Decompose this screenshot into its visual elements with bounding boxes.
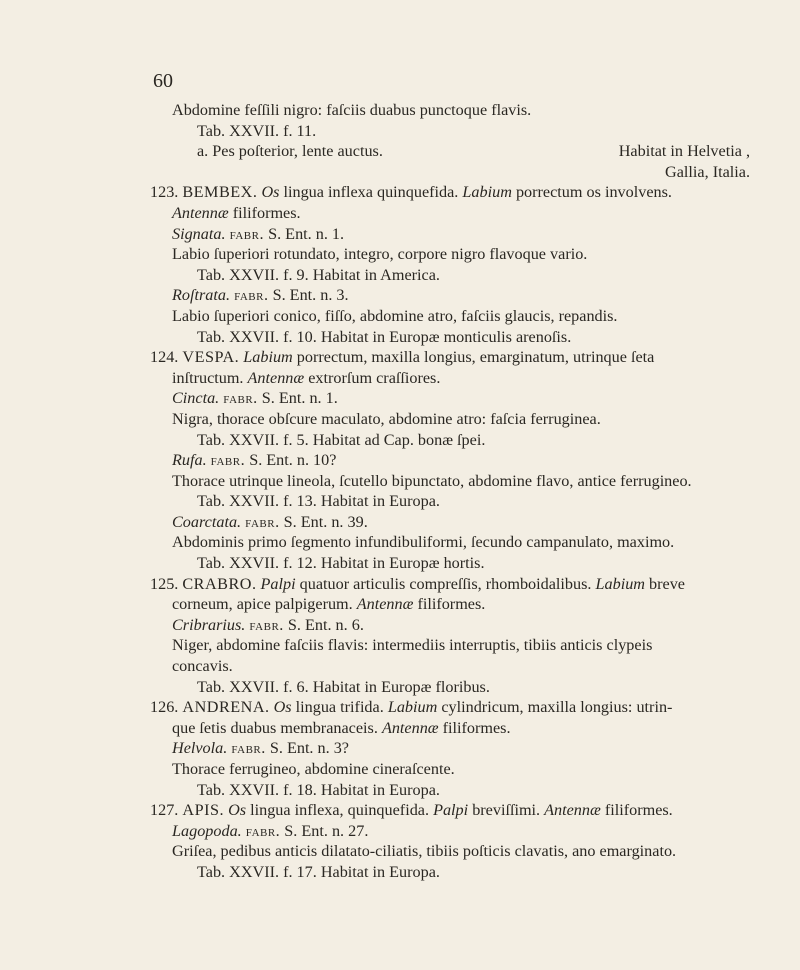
text-run: Labio ſuperiori conico, fiſſo, abdomine atro, faſciis glaucis, repandis. xyxy=(172,306,618,325)
text-run: porrectum, maxilla longius, emarginatum, utrinque ſeta xyxy=(292,348,655,367)
text-line xyxy=(150,718,760,739)
text-run: Cincta. xyxy=(172,389,220,408)
text-run: Abdomine feſſili nigro: faſciis duabus punctoque flavis. xyxy=(172,101,532,119)
text-run: S. Ent. n. 27. xyxy=(280,821,369,840)
line-content xyxy=(172,822,368,840)
text-line xyxy=(150,224,760,245)
text-run: fabr. xyxy=(223,389,258,408)
text-run: CRABRO. xyxy=(182,574,257,593)
text-run: fabr. xyxy=(234,286,269,305)
text-run: que ſetis duabus membranaceis. xyxy=(172,718,382,737)
line-content xyxy=(172,719,511,737)
text-run: breviſſimi. xyxy=(468,801,545,820)
text-run: Tab. XXVII. f. 11. xyxy=(197,121,317,140)
text-line xyxy=(150,244,760,265)
page-number: 60 xyxy=(153,70,173,92)
text-run: corneum, apice palpigerum. xyxy=(172,595,357,614)
text-run: Antennæ xyxy=(247,368,305,387)
text-run: fabr. xyxy=(231,739,266,758)
text-run: Antennæ xyxy=(544,801,601,820)
text-run: Antennæ xyxy=(381,718,439,737)
text-run: S. Ent. n. 1. xyxy=(264,224,345,243)
text-run: cylindricum, maxilla longius: utrin- xyxy=(437,698,673,717)
text-run: Thorace utrinque lineola, ſcutello bipunctato, abdomine flavo, antice ferrugineo. xyxy=(172,471,692,490)
text-line xyxy=(150,491,760,512)
text-run: filiformes. xyxy=(413,595,486,614)
line-content xyxy=(172,760,455,778)
text-run: Tab. XXVII. f. 5. Habitat ad Cap. bonæ ſpei. xyxy=(197,430,486,449)
line-content xyxy=(197,781,440,799)
text-run: S. Ent. n. 39. xyxy=(279,512,368,531)
line-content xyxy=(197,431,485,449)
text-line xyxy=(150,409,760,430)
text-run: Roſtrata. xyxy=(172,286,231,305)
text-run: Tab. XXVII. f. 12. Habitat in Europæ hortis. xyxy=(197,554,485,573)
text-line xyxy=(150,450,760,471)
text-run: Thorace ferrugineo, abdomine cineraſcente. xyxy=(172,760,455,778)
line-content xyxy=(172,533,674,551)
text-run: Abdominis primo ſegmento infundibuliformi, ſecundo campanulato, maximo. xyxy=(172,533,675,552)
text-run: Signata. xyxy=(172,224,226,243)
text-run: Nigra, thorace obſcure maculato, abdomine atro: faſcia ferruginea. xyxy=(172,409,601,428)
text-line xyxy=(150,347,760,368)
line-content xyxy=(172,616,364,634)
line-content xyxy=(172,472,692,490)
text-run: Lagopoda. xyxy=(172,821,242,840)
text-run: Tab. XXVII. f. 6. Habitat in Europæ floribus. xyxy=(197,677,490,696)
line-content xyxy=(197,554,485,572)
text-line xyxy=(150,265,760,286)
line-content xyxy=(197,678,490,696)
text-run: lingua inflexa quinquefida. xyxy=(279,183,463,202)
line-content xyxy=(172,245,587,263)
text-run: 127. xyxy=(150,801,183,820)
text-line xyxy=(150,532,760,553)
text-run: Tab. XXVII. f. 9. Habitat in America. xyxy=(197,265,440,284)
text-run: Gallia, Italia. xyxy=(665,162,750,181)
text-run: Labium xyxy=(387,698,438,717)
text-line xyxy=(150,594,760,615)
line-content xyxy=(197,328,571,346)
text-run: Rufa. xyxy=(172,451,207,470)
text-run: Labium xyxy=(462,183,512,202)
text-run: Labio ſuperiori rotundato, integro, corpore nigro flavoque vario. xyxy=(172,245,588,264)
text-run: Helvola. xyxy=(172,739,228,758)
text-line xyxy=(150,368,760,389)
line-content xyxy=(150,183,672,201)
line-content xyxy=(172,451,336,469)
text-run: breve xyxy=(644,574,685,593)
text-line xyxy=(150,841,760,862)
line-content xyxy=(172,307,617,325)
text-run: BEMBEX. xyxy=(182,183,258,202)
text-line xyxy=(150,759,760,780)
text-line xyxy=(150,800,760,821)
line-content xyxy=(172,636,652,654)
text-line xyxy=(150,677,760,698)
text-line xyxy=(150,388,760,409)
text-run: Antennæ xyxy=(356,595,414,614)
text-run: Coarctata. xyxy=(172,512,242,531)
line-content xyxy=(172,101,531,119)
text-run: fabr. xyxy=(210,451,246,470)
text-run: filiformes. xyxy=(600,801,673,820)
text-line xyxy=(150,430,760,451)
text-run: Os xyxy=(273,698,292,717)
text-run: lingua trifida. xyxy=(291,698,388,717)
line-content xyxy=(197,266,440,284)
line-content xyxy=(665,163,750,181)
line-content xyxy=(150,575,685,593)
line-content xyxy=(172,369,440,387)
text-line xyxy=(150,471,760,492)
text-line xyxy=(150,182,760,203)
text-run: S. Ent. n. 3. xyxy=(268,286,349,305)
text-run: 124. xyxy=(150,348,183,367)
text-run: fabr. xyxy=(245,821,281,840)
line-content xyxy=(172,595,485,613)
text-line xyxy=(150,862,760,883)
text-line xyxy=(150,121,760,142)
line-content xyxy=(197,141,383,162)
line-content xyxy=(197,863,440,881)
line-content xyxy=(172,389,338,407)
text-line xyxy=(150,306,760,327)
text-run: Tab. XXVII. f. 18. Habitat in Europa. xyxy=(197,780,440,799)
text-line xyxy=(150,285,760,306)
text-run: Palpi xyxy=(433,801,469,820)
text-run: quatuor articulis compreſſis, rhomboidalibus. xyxy=(295,574,596,593)
text-run: S. Ent. n. 6. xyxy=(283,615,364,634)
text-run: Os xyxy=(261,183,280,202)
text-run: Tab. XXVII. f. 17. Habitat in Europa. xyxy=(197,862,440,881)
line-content xyxy=(172,513,368,531)
line-content xyxy=(197,492,440,510)
text-run: VESPA. xyxy=(182,348,240,367)
line-content xyxy=(172,410,601,428)
text-line xyxy=(150,574,760,595)
text-line xyxy=(150,162,760,183)
text-run: a. Pes poſterior, lente auctus. xyxy=(197,142,383,161)
page-text xyxy=(150,100,760,883)
line-content xyxy=(150,698,672,716)
text-line xyxy=(150,141,760,162)
text-run: extrorſum craſſiores. xyxy=(304,368,441,387)
text-line xyxy=(150,615,760,636)
text-run: Antennæ xyxy=(172,203,229,222)
text-run: ANDRENA. xyxy=(182,698,270,717)
text-run: fabr. xyxy=(249,615,284,634)
text-line xyxy=(150,780,760,801)
text-run: 123. xyxy=(150,183,183,202)
text-run: Tab. XXVII. f. 13. Habitat in Europa. xyxy=(197,492,440,511)
line-content xyxy=(172,204,301,222)
text-run: S. Ent. n. 3? xyxy=(265,739,349,758)
text-run: filiformes. xyxy=(228,203,301,222)
text-run: lingua inflexa, quinquefida. xyxy=(246,801,434,820)
text-line xyxy=(150,635,760,656)
text-line xyxy=(150,656,760,677)
text-line xyxy=(150,100,760,121)
line-content xyxy=(172,842,676,860)
text-run: Labium xyxy=(595,574,645,593)
text-run: Os xyxy=(228,801,247,820)
text-line xyxy=(150,821,760,842)
text-run: Griſea, pedibus anticis dilatato-ciliatis, tibiis poſticis clavatis, ano emarginato. xyxy=(172,842,677,861)
text-run: fabr. xyxy=(229,224,265,243)
text-line xyxy=(150,738,760,759)
text-run: APIS. xyxy=(182,801,225,820)
text-line xyxy=(150,327,760,348)
line-content xyxy=(172,739,349,757)
line-content xyxy=(197,122,316,140)
text-run: S. Ent. n. 1. xyxy=(257,389,338,408)
text-run: porrectum os involvens. xyxy=(511,183,672,202)
text-run: Cribrarius. xyxy=(172,615,246,634)
text-line xyxy=(150,203,760,224)
line-content xyxy=(172,225,344,243)
text-run: fabr. xyxy=(245,512,280,531)
text-run: S. Ent. n. 10? xyxy=(245,451,337,470)
text-run: filiformes. xyxy=(438,718,511,737)
line-content xyxy=(172,286,349,304)
line-right-text: Habitat in Helvetia , xyxy=(618,142,750,161)
text-run: 126. xyxy=(150,698,183,717)
text-run: Tab. XXVII. f. 10. Habitat in Europæ monticulis arenoſis. xyxy=(197,327,572,346)
text-run: 125. xyxy=(150,574,183,593)
line-content xyxy=(172,657,233,675)
text-run: concavis. xyxy=(172,657,233,676)
text-line xyxy=(150,697,760,718)
text-run: Palpi xyxy=(260,574,296,593)
line-content xyxy=(150,801,673,819)
text-line xyxy=(150,512,760,533)
line-content xyxy=(150,348,654,366)
text-run: inſtructum. xyxy=(172,368,248,387)
text-run: Labium xyxy=(243,348,293,367)
text-run: Niger, abdomine faſciis flavis: intermediis interruptis, tibiis anticis clypeis xyxy=(172,636,653,655)
text-line xyxy=(150,553,760,574)
